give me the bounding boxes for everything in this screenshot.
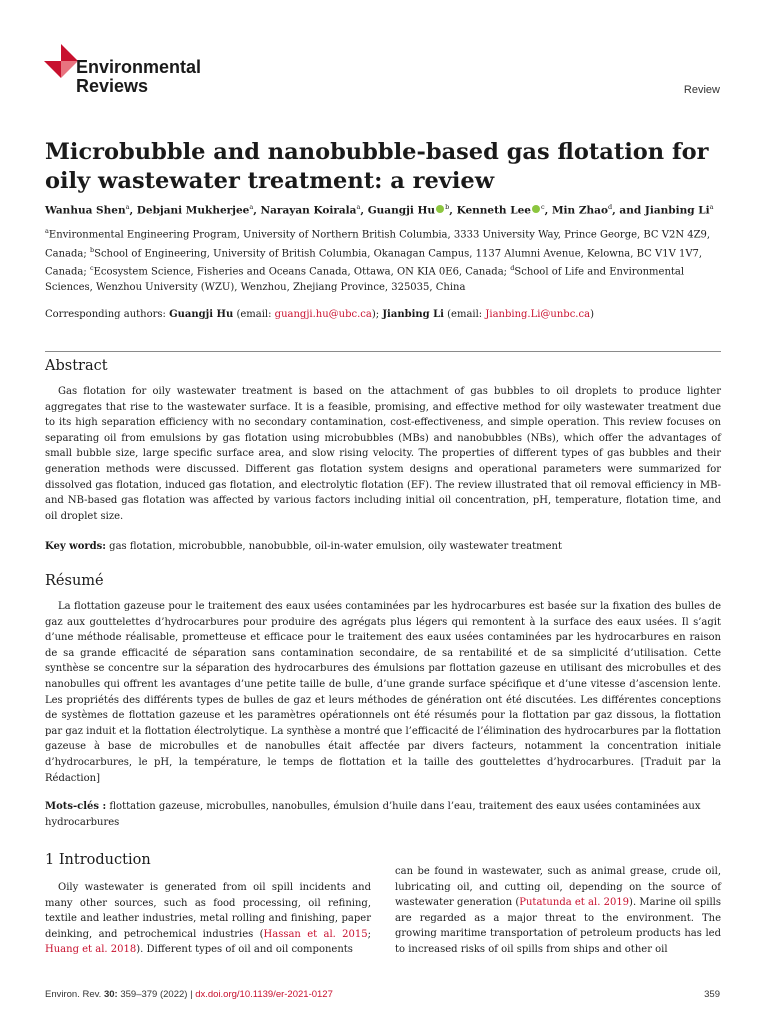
affiliations <box>45 224 725 295</box>
journal-logo[interactable] <box>44 44 219 100</box>
author-affiliation-marker: d <box>607 203 613 211</box>
abstract-text: Gas flotation for oily wastewater treatment is based on the attachment of gas bubbles to oil droplets to produce lighter aggregates that rise to the wastewater surface. It is a feasible, promising, and effective method for oily wastewater treatment due to its high separation efficiency with no secondary contamination, cost-effectiveness, and simple operation. This review focuses on separating oil from emulsions by gas flotation using microbubbles (MBs) and nanobubbles (NBs), which offer the advantages of small bubble size, large specific surface area, and slow rising velocity. The properties of different types of gas bubbles and their generation methods were discussed. Different gas flotation system designs and operational parameters were summarized for dissolved gas flotation, induced gas flotation, and electrolytic flotation (EF). The review illustrated that oil removal efficiency in MB- and NB-based gas flotation was affected by various factors including initial oil concentration, pH, temperature, flotation time, and oil droplet size. <box>45 386 721 522</box>
corresponding-author-2: Jianbing Li <box>382 309 444 320</box>
page-number: 359 <box>704 989 720 1000</box>
keywords-list: gas flotation, microbubble, nanobubble, oil-in-water emulsion, oily wastewater treatment <box>106 541 562 552</box>
corresponding-label: Corresponding authors: <box>45 309 170 320</box>
mots-cles-label: Mots-clés : <box>45 801 107 812</box>
footer-pages-year: 359–379 (2022) | <box>117 989 196 1000</box>
article-title: Microbubble and nanobubble-based gas flotation for oily wastewater treatment: a review <box>45 139 709 194</box>
doi-link[interactable]: dx.doi.org/10.1139/er-2021-0127 <box>195 989 333 1000</box>
email-label-1: (email: <box>233 309 275 320</box>
citation-link[interactable]: Huang et al. 2018 <box>45 944 137 956</box>
citation-link[interactable]: Hassan et al. 2015 <box>263 928 368 940</box>
affiliation-marker: a <box>45 227 49 235</box>
email-label-2: (email: <box>443 309 486 320</box>
author-name[interactable]: Debjani Mukherjee <box>136 204 250 217</box>
affiliation-text: Environmental Engineering Program, University of Northern British Columbia, 3333 University Way, Prince George, BC V2N 4Z9, Canada; <box>45 229 711 259</box>
citation-link[interactable]: Putatunda et al. 2019 <box>519 897 630 909</box>
resume-text: La flottation gazeuse pour le traitement des eaux usées contaminées par les hydrocarbures est basée sur la fixation des bulles de gaz aux gouttelettes d’hydrocarbures pour produire des agrégats plus légers qui remontent à la surface des eaux usées. Il s’agit d’une méthode réalisable, prometteuse et efficace pour le traitement des eaux usées contaminées par les hydrocarbures en raison de sa grande efficacité de séparation sans contamination secondaire, de sa rentabilité et de sa simplicité d’utilisation. Cette synthèse se concentre sur la séparation des hydrocarbures des émulsions par flottation gazeuse en utilisant des microbulles et des nanobulles qui offrent les avantages d’une petite taille de bulle, d’une grande surface spécifique et d’une vitesse d’ascension lente. Les propriétés des différents types de bulles de gaz et leurs méthodes de génération ont été discutées. Les différentes conceptions de systèmes de flottation gazeuse et les paramètres opérationnels ont été résumés pour la flottation par gaz dissous, la flottation par gaz induit et la flottation électrolytique. La synthèse a montré que l’efficacité de l’élimination des hydrocarbures par la flottation gazeuse à base de microbulles et de nanobulles était affectée par divers facteurs, notamment la concentration initiale d’hydrocarbures, le pH, la température, le temps de flottation et la taille des gouttelettes d’hydrocarbures. [Traduit par la Rédaction] <box>45 601 721 784</box>
resume-heading: Résumé <box>45 573 104 589</box>
footer-volume: 30: <box>103 989 118 1000</box>
introduction-right-column <box>395 864 721 958</box>
author-name[interactable]: Wanhua Shen <box>45 204 126 217</box>
abstract-keywords <box>45 539 721 555</box>
article-type-label: Review <box>683 84 720 96</box>
author-affiliation-marker: a <box>356 203 361 211</box>
abstract-heading: Abstract <box>45 358 108 374</box>
resume-keywords <box>45 799 721 830</box>
corresponding-separator: ); <box>371 309 383 320</box>
intro-text-2: ; <box>367 928 371 940</box>
intro-text-1: Oily wastewater is generated from oil spill incidents and many other sources, such as food processing, oil refining, textile and leather industries, metal rolling and finishing, paper deinking, and petrochemical industries ( <box>45 882 371 940</box>
affiliation-marker: c <box>89 264 94 273</box>
footer-journal: Environ. Rev. <box>45 989 104 1000</box>
affiliation-text: School of Life and Environmental Sciences, Wenzhou University (WZU), Wenzhou, Zhejiang Province, 325035, China <box>45 266 685 293</box>
author-affiliation-marker: a <box>249 203 254 211</box>
author-name[interactable]: Narayan Koirala <box>260 204 357 217</box>
journal-name-line2: Reviews <box>76 76 149 96</box>
author-separator: , <box>360 204 368 217</box>
journal-name-line1: Environmental <box>76 57 202 77</box>
affiliation-marker: d <box>510 264 515 273</box>
intro-text-3: ). Different types of oil and oil components <box>136 944 353 956</box>
orcid-icon[interactable] <box>532 205 540 213</box>
author-separator: , and <box>612 204 645 217</box>
affiliation-text: School of Engineering, University of British Columbia, Okanagan Campus, 1137 Alumni Avenue, Kelowna, BC V1V 1V7, Canada; <box>45 247 703 278</box>
author-list <box>45 203 735 217</box>
author-name[interactable]: Kenneth Lee <box>456 204 531 217</box>
introduction-heading: 1 Introduction <box>45 852 151 868</box>
corresponding-author-1: Guangji Hu <box>169 309 234 320</box>
author-name[interactable]: Min Zhao <box>551 204 608 217</box>
affiliation-marker: b <box>89 245 95 254</box>
email-link-2[interactable]: Jianbing.Li@unbc.ca <box>485 309 591 320</box>
author-separator: , <box>253 204 261 217</box>
author-affiliation-marker: a <box>125 203 130 211</box>
author-affiliation-marker: b <box>445 203 450 211</box>
author-affiliation-marker: c <box>540 203 545 211</box>
footer-citation <box>45 989 333 1000</box>
author-separator: , <box>449 204 457 217</box>
corresponding-authors <box>45 309 594 320</box>
author-name[interactable]: Guangji Hu <box>367 204 436 217</box>
intro-text-5: ). Marine oil spills are regarded as a major threat to the environment. The growing maritime transportation of petroleum products has led to increased risks of oil spills from ships and other oil <box>395 897 721 955</box>
corresponding-end: ) <box>590 309 594 320</box>
journal-name <box>76 58 201 96</box>
intro-text-4: can be found in wastewater, such as animal grease, crude oil, lubricating oil, and cutting oil, depending on the source of wastewater generation ( <box>395 866 721 909</box>
author-separator: , <box>129 204 137 217</box>
author-affiliation-marker: a <box>709 203 714 211</box>
journal-logo-icon <box>44 44 78 78</box>
orcid-icon[interactable] <box>436 205 444 213</box>
section-divider <box>45 351 721 352</box>
introduction-left-column <box>45 880 371 958</box>
author-separator: , <box>544 204 552 217</box>
mots-cles-list: flottation gazeuse, microbulles, nanobulles, émulsion d’huile dans l’eau, traitement des eaux usées contaminées aux hydrocarbures <box>45 801 701 828</box>
affiliation-text: Ecosystem Science, Fisheries and Oceans Canada, Ottawa, ON KIA 0E6, Canada; <box>93 266 511 278</box>
email-link-1[interactable]: guangji.hu@ubc.ca <box>274 309 372 320</box>
author-name[interactable]: Jianbing Li <box>644 204 710 217</box>
keywords-label: Key words: <box>45 541 106 552</box>
